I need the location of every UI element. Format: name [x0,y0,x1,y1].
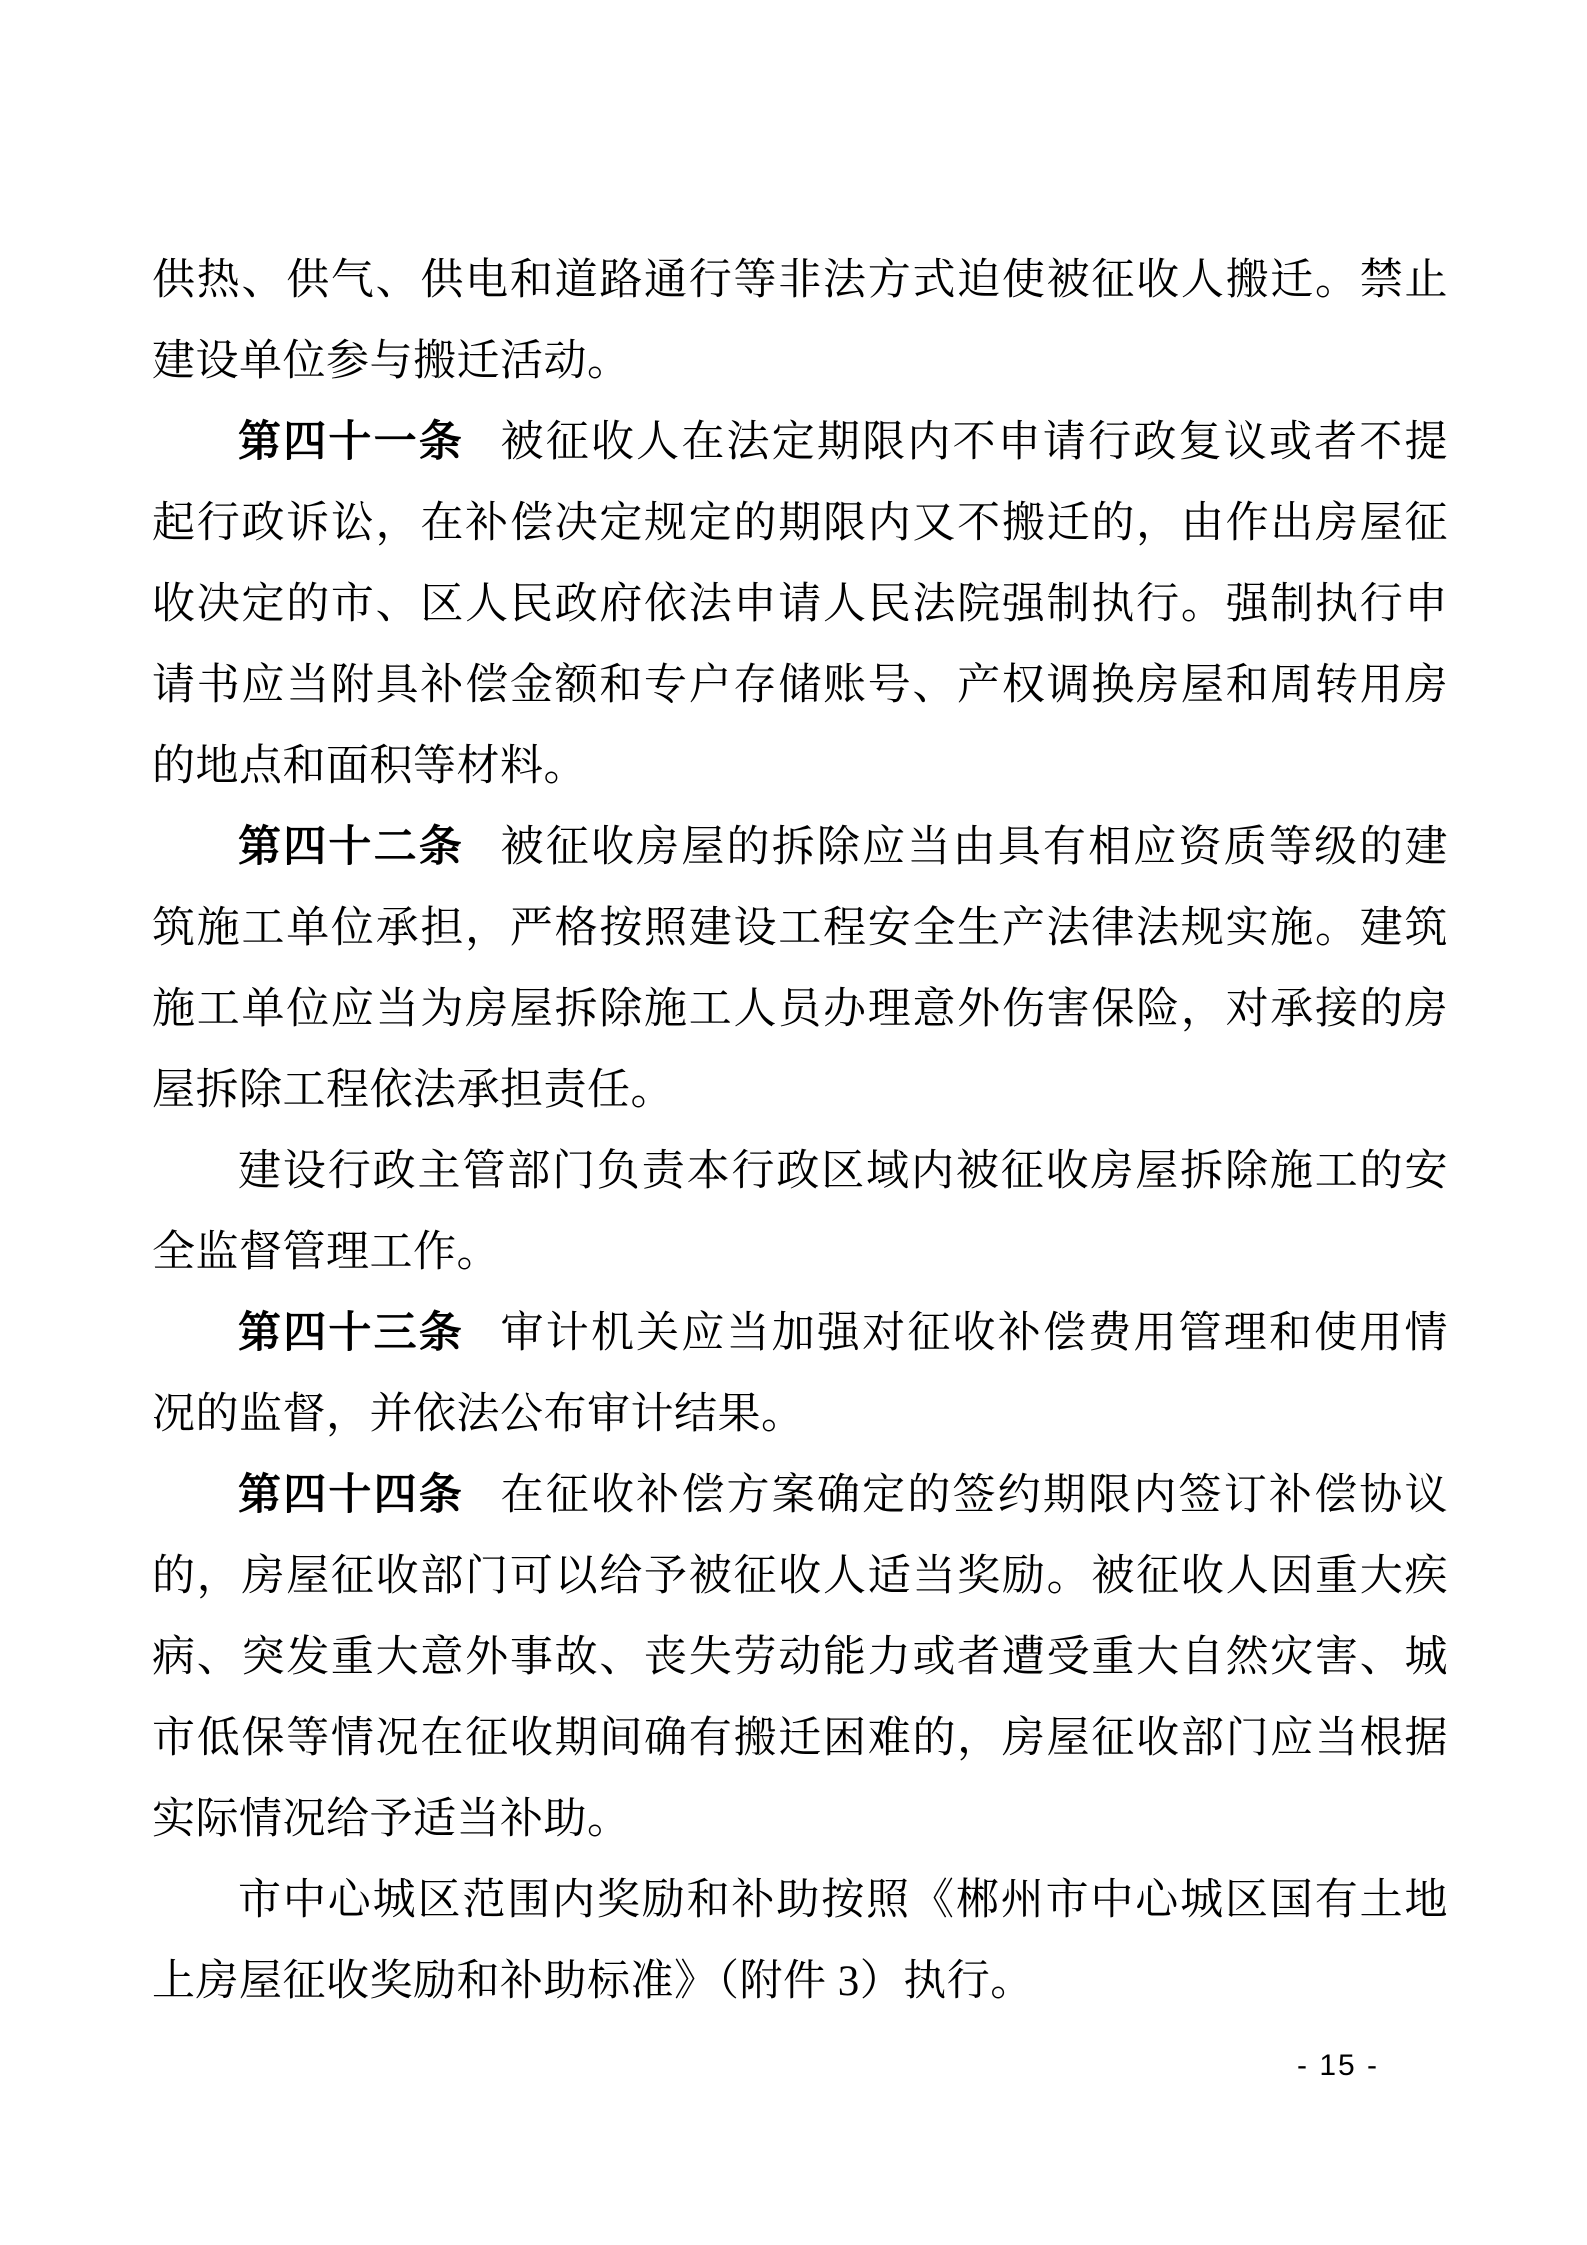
text-paragraph [152,240,1448,402]
document-body [152,240,1448,2022]
text-paragraph [152,1860,1448,2022]
paragraph-text: 建设行政主管部门负责本行政区域内被征收房屋拆除施工的安全监督管理工作。 [152,1148,1448,1276]
article-paragraph [152,402,1448,807]
article-number: 第四十二条 [238,823,464,871]
paragraph-text: 被征收人在法定期限内不申请行政复议或者不提起行政诉讼，在补偿决定规定的期限内又不搬迁的，由作出房屋征收决定的市、区人民政府依法申请人民法院强制执行。强制执行申请书应当附具补偿金额和专户存储账号、产权调换房屋和周转用房的地点和面积等材料。 [152,419,1449,790]
paragraph-text: 在征收补偿方案确定的签约期限内签订补偿协议的，房屋征收部门可以给予被征收人适当奖励。被征收人因重大疾病、突发重大意外事故、丧失劳动能力或者遭受重大自然灾害、城市低保等情况在征收期间确有搬迁困难的，房屋征收部门应当根据实际情况给予适当补助。 [152,1472,1449,1843]
article-number: 第四十四条 [238,1471,464,1519]
article-paragraph [152,1293,1448,1455]
article-number: 第四十三条 [238,1309,464,1357]
text-paragraph [152,1131,1448,1293]
article-paragraph [152,807,1448,1131]
article-number: 第四十一条 [238,418,464,466]
article-paragraph [152,1455,1448,1860]
paragraph-text: 市中心城区范围内奖励和补助按照《郴州市中心城区国有土地上房屋征收奖励和补助标准》（附件 3）执行。 [152,1877,1448,2005]
paragraph-text: 被征收房屋的拆除应当由具有相应资质等级的建筑施工单位承担，严格按照建设工程安全生产法律法规实施。建筑施工单位应当为房屋拆除施工人员办理意外伤害保险，对承接的房屋拆除工程依法承担责任。 [152,824,1449,1114]
paragraph-text: 审计机关应当加强对征收补偿费用管理和使用情况的监督，并依法公布审计结果。 [152,1310,1449,1438]
page-number: - 15 - [1297,2049,1380,2082]
paragraph-text: 供热、供气、供电和道路通行等非法方式迫使被征收人搬迁。禁止建设单位参与搬迁活动。 [152,257,1448,385]
